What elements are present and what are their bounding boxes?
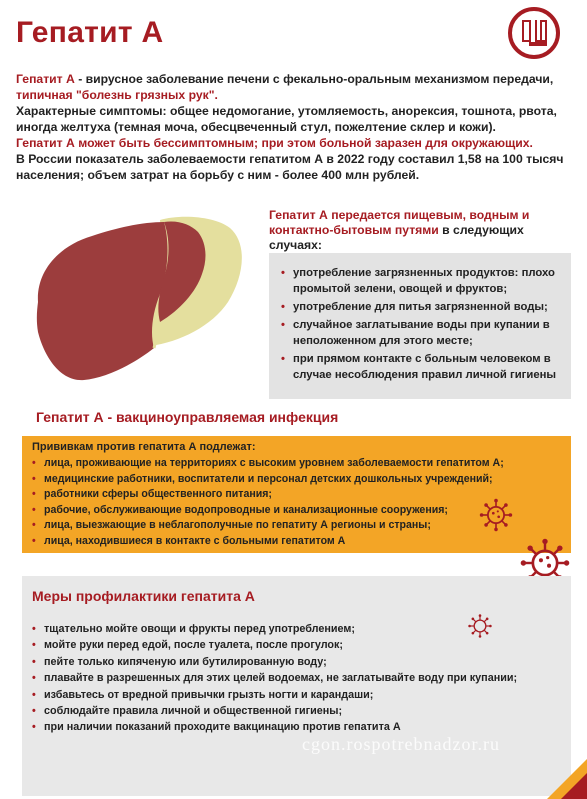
corner-decoration bbox=[547, 759, 587, 799]
vaccination-box bbox=[22, 436, 571, 553]
intro-definition bbox=[16, 71, 576, 103]
transmission-heading-red: Гепатит А передается пищевым, водным и контактно-бытовым путями bbox=[269, 208, 530, 237]
transmission-heading bbox=[269, 208, 569, 253]
list-item: • тщательно мойте овощи и фрукты перед употреблением; bbox=[32, 621, 562, 637]
list-item: • при прямом контакте с больным человеком в случае несоблюдения правил личной гигиены bbox=[281, 351, 559, 383]
list-item: • случайное заглатывание воды при купании в неположенном для этого месте; bbox=[281, 317, 559, 349]
list-item: • употребление загрязненных продуктов: плохо промытой зелени, овощей и фруктов; bbox=[281, 265, 559, 297]
prevention-box bbox=[22, 576, 571, 796]
watermark: cgon.rospotrebnadzor.ru bbox=[302, 734, 500, 754]
transmission-box bbox=[269, 253, 571, 399]
intro-definition-text: - вирусное заболевание печени с фекально-оральным механизмом передачи, bbox=[74, 72, 554, 86]
virus-icon bbox=[478, 497, 514, 533]
list-item: • работники сферы общественного питания; bbox=[32, 487, 567, 503]
list-item: • лица, проживающие на территориях с высоким уровнем заболеваемости гепатитом А; bbox=[32, 456, 567, 472]
intro-symptoms: Характерные симптомы: общее недомогание, утомляемость, анорексия, тошнота, рвота, иногда желтуха (темная моча, обесцвеченный стул, пожелтение склер и кожи). bbox=[16, 104, 557, 134]
list-item: • лица, выезжающие в неблагополучные по гепатиту А регионы и страны; bbox=[32, 518, 567, 534]
liver-illustration bbox=[30, 214, 255, 384]
vaccination-heading: Гепатит А - вакциноуправляемая инфекция bbox=[36, 409, 339, 425]
transmission-heading-tail: в следующих случаях: bbox=[269, 223, 524, 252]
list-item: • рабочие, обслуживающие водопроводные и канализационные сооружения; bbox=[32, 503, 567, 519]
intro-statistics: В России показатель заболеваемости гепатитом А в 2022 году составил 1,58 на 100 тысяч населения; объем затрат на борьбу с ним - более 400 млн рублей. bbox=[16, 152, 564, 182]
list-item: • соблюдайте правила личной и общественной гигиены; bbox=[32, 703, 562, 719]
list-item: • лица, находившиеся в контакте с больными гепатитом А bbox=[32, 534, 567, 550]
intro-asymptomatic: Гепатит А может быть бессимптомным; при этом больной заразен для окружающих. bbox=[16, 136, 533, 150]
list-item: • плавайте в разрешенных для этих целей водоемах, не заглатывайте воду при купании; bbox=[32, 670, 562, 686]
list-item: • медицинские работники, воспитатели и персонал детских дошкольных учреждений; bbox=[32, 472, 567, 488]
prevention-heading: Меры профилактики гепатита А bbox=[32, 588, 255, 604]
list-item: • при наличии показаний проходите вакцинацию против гепатита А bbox=[32, 719, 562, 735]
list-item: • употребление для питья загрязненной воды; bbox=[281, 299, 559, 315]
intro-term: Гепатит А bbox=[16, 72, 75, 86]
intro-block bbox=[16, 71, 576, 183]
rospotrebnadzor-logo-icon bbox=[507, 6, 561, 60]
page-title: Гепатит А bbox=[16, 16, 164, 49]
list-item: • избавьтесь от вредной привычки грызть ногти и карандаши; bbox=[32, 687, 562, 703]
list-item: • мойте руки перед едой, после туалета, после прогулок; bbox=[32, 637, 562, 653]
list-item: • пейте только кипяченую или бутилированную воду; bbox=[32, 654, 562, 670]
virus-icon bbox=[467, 613, 493, 639]
vaccination-box-title: Прививкам против гепатита А подлежат: bbox=[32, 441, 256, 453]
intro-definition-tail: типичная "болезнь грязных рук". bbox=[16, 88, 218, 102]
